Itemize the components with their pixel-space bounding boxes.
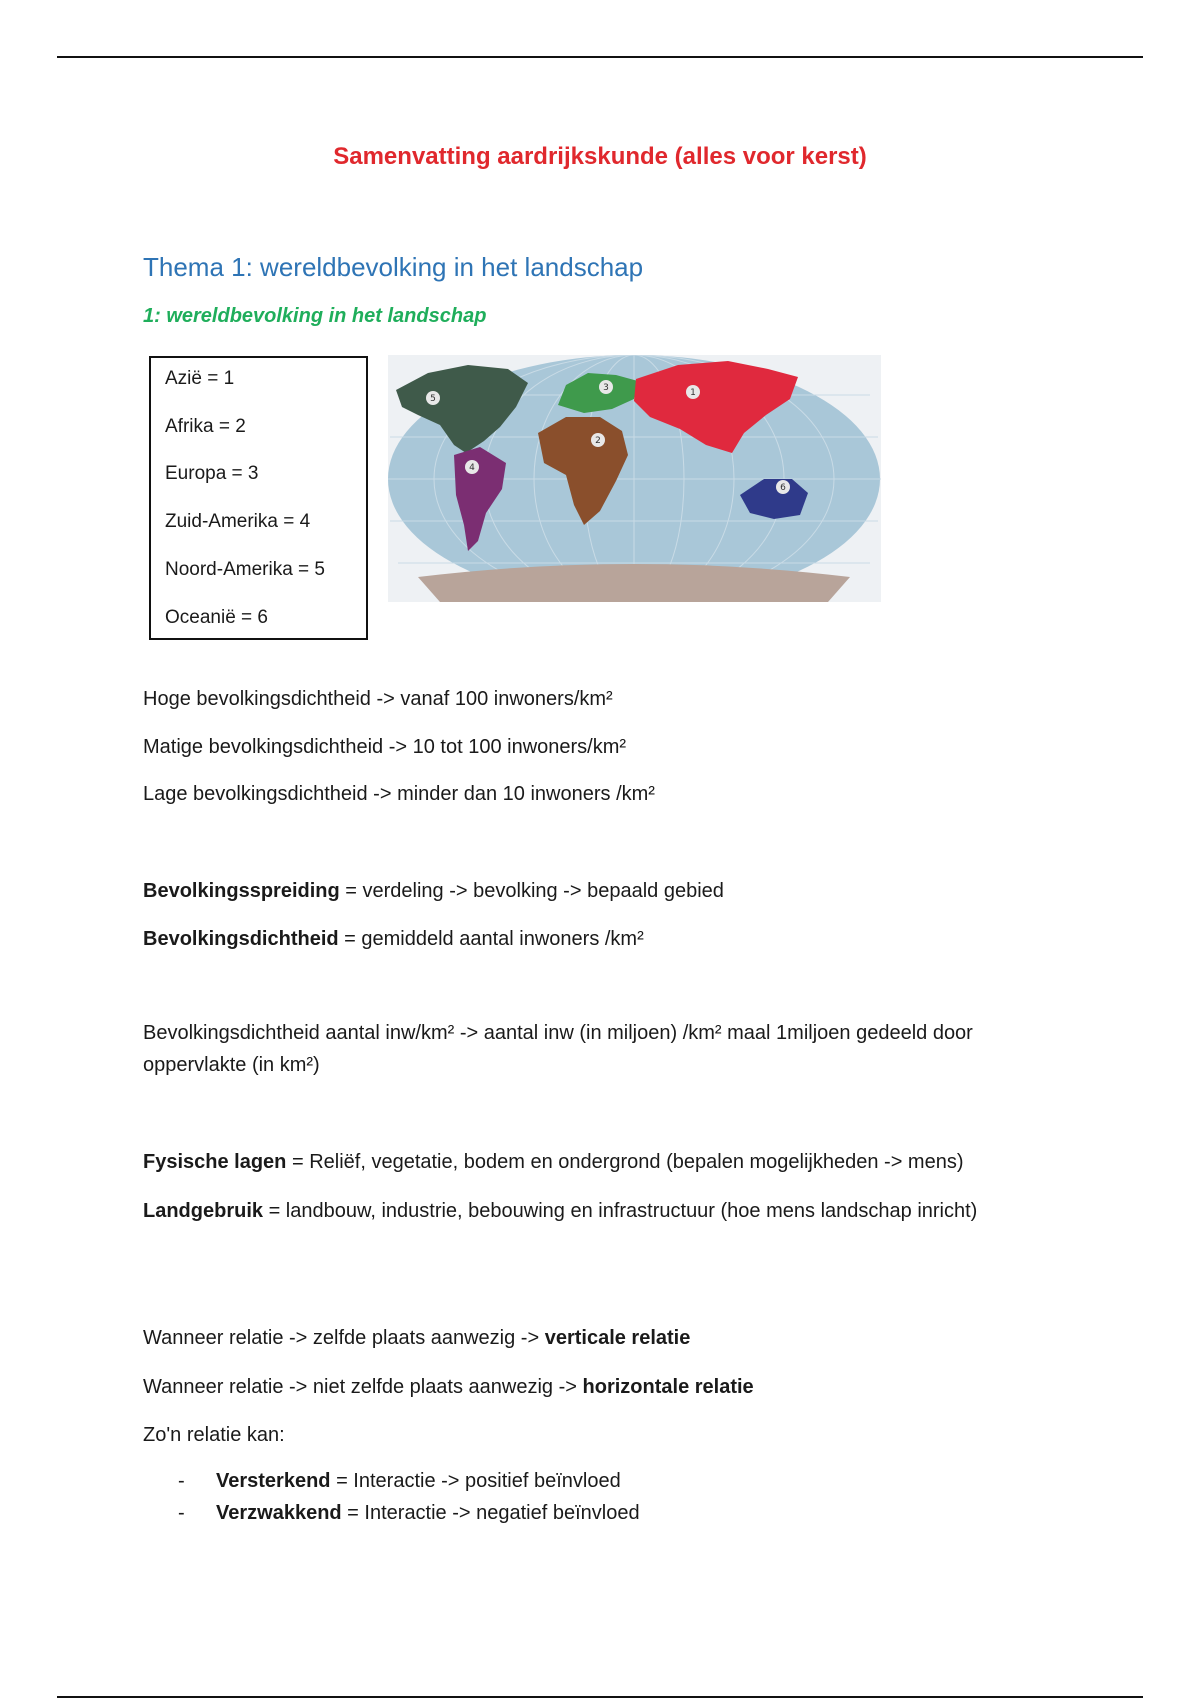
legend-item: Afrika = 2 <box>165 416 246 437</box>
definition-term: Bevolkingsdichtheid <box>143 928 339 950</box>
definition-term: Landgebruik <box>143 1200 264 1222</box>
definition-text: = gemiddeld aantal inwoners /km² <box>338 928 644 950</box>
density-line: Hoge bevolkingsdichtheid -> vanaf 100 inwoners/km² <box>143 688 613 710</box>
bullet-marker: - <box>178 1470 185 1492</box>
density-formula: Bevolkingsdichtheid aantal inw/km² -> aantal inw (in miljoen) /km² maal 1miljoen gedeeld door oppervlakte (in km²) <box>143 1022 973 1076</box>
relation-intro: Zo'n relatie kan: <box>143 1424 285 1446</box>
relation-term: verticale relatie <box>544 1327 691 1349</box>
relation-term: horizontale relatie <box>582 1376 754 1398</box>
continent-legend <box>149 356 368 640</box>
definition-land-use <box>143 1195 1063 1227</box>
legend-item: Oceanië = 6 <box>165 607 268 628</box>
footer-rule <box>57 1696 1143 1698</box>
bullet-text: = Interactie -> positief beïnvloed <box>330 1470 621 1492</box>
bullet-text: = Interactie -> negatief beïnvloed <box>341 1502 640 1524</box>
relation-text: Wanneer relatie -> zelfde plaats aanwezig -> <box>143 1327 545 1349</box>
bullet-item <box>216 1470 621 1493</box>
relation-vertical <box>143 1327 690 1350</box>
page-title: Samenvatting aardrijkskunde (alles voor kerst) <box>333 143 867 170</box>
relation-horizontal <box>143 1376 754 1399</box>
definition-term: Bevolkingsspreiding <box>143 880 340 902</box>
relation-text: Wanneer relatie -> niet zelfde plaats aanwezig -> <box>143 1376 583 1398</box>
density-line: Lage bevolkingsdichtheid -> minder dan 10 inwoners /km² <box>143 783 655 805</box>
legend-item: Noord-Amerika = 5 <box>165 559 325 580</box>
definition-text: = landbouw, industrie, bebouwing en infrastructuur (hoe mens landschap inricht) <box>263 1200 978 1222</box>
map-label: 5 <box>430 394 436 404</box>
definition-text: = Reliëf, vegetatie, bodem en ondergrond (bepalen mogelijkheden -> mens) <box>286 1151 964 1173</box>
definition-spreading <box>143 880 724 903</box>
bullet-term: Verzwakkend <box>216 1502 342 1524</box>
world-map <box>388 355 881 602</box>
legend-item: Azië = 1 <box>165 368 235 389</box>
definition-text: = verdeling -> bevolking -> bepaald gebied <box>339 880 724 902</box>
map-label: 1 <box>690 388 696 398</box>
legend-item: Europa = 3 <box>165 463 259 484</box>
bullet-term: Versterkend <box>216 1470 331 1492</box>
header-rule <box>57 56 1143 58</box>
theme-heading: Thema 1: wereldbevolking in het landschap <box>143 252 644 282</box>
bullet-marker: - <box>178 1502 185 1524</box>
map-label: 6 <box>780 483 786 493</box>
definition-density <box>143 928 644 951</box>
section-heading: 1: wereldbevolking in het landschap <box>143 305 487 327</box>
map-label: 4 <box>469 463 475 473</box>
definition-term: Fysische lagen <box>143 1151 287 1173</box>
bullet-item <box>216 1502 640 1525</box>
map-label: 2 <box>595 436 601 446</box>
map-label: 3 <box>603 383 609 393</box>
legend-item: Zuid-Amerika = 4 <box>165 511 311 532</box>
definition-physical-layers <box>143 1151 964 1174</box>
density-line: Matige bevolkingsdichtheid -> 10 tot 100 inwoners/km² <box>143 736 627 758</box>
